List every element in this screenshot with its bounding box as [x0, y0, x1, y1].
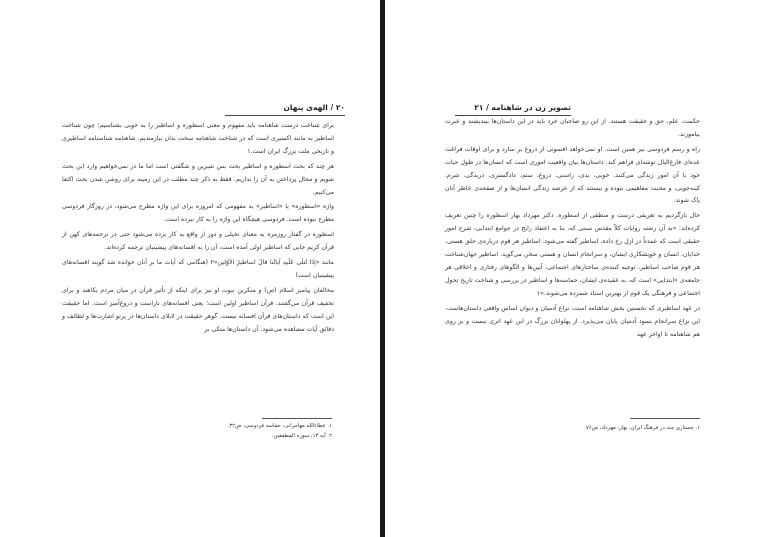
right-footnote: ۱. جستاری چند در فرهنگ ایران، بهار، مهرداد، ص۷۶.: [584, 425, 700, 431]
right-running-header: تصویر زن در شاهنامه / ۲۱: [455, 103, 571, 116]
left-paragraph: واژه «اسطوره» یا «اساطیر» به مفهومی که امروزه برای این واژه مطرح می‌شود، در روزگار فردوسی مطرح نبوده است. فردوسی هیچگاه این واژه را به کار نبرده است.: [62, 203, 334, 224]
left-footnote: ۱. عطاءالله مهاجرانی، حماسه فردوسی، ص۳۲.: [227, 423, 332, 429]
right-body-text: [445, 116, 700, 341]
left-paragraph: مخالفان پیامبر اسلام (ص) و منکرین نبوت او نیز برای اینکه از تأثیر قرآن در میان مردم بکاهند و برای تخفیف قرآن می‌گفتند، قرآن اساطیر اولین است؛ یعنی افسانه‌های ناراست و دروغ‌آمیز است. اما حقیقت این است که داستان‌های قرآن افسانه نیست. گوهر حقیقت در لابلای داستان‌ها در پرتو اشارت‌ها و لطائف و دقائق آیات مشاهده می‌شود. آن داستان‌ها متکی بر: [62, 286, 334, 333]
left-paragraph: اسطوره در گفتار روزمره به معنای تخیلی و دور از واقع به کار برده می‌شود حتی در ترجمه‌های کهن از قرآن کریم جایی که اساطیر اولی آمده است، آن را به افسانه‌های پیشینیان ترجمه کرده‌اند.: [62, 231, 334, 252]
left-footnote-divider: [262, 418, 332, 419]
left-paragraph: برای شناخت درست شاهنامه باید مفهوم و معنی اسطوره و اساطیر را به خوبی بشناسیم؛ چون شناخت اساطیر به مانند اکسیری است که در شناخت شاهنامه سخت بدان نیازمندیم. شاهنامه شناسنامه اساطیری و تاریخی ملت بزرگ ایران است.۱: [62, 122, 334, 155]
right-page: [385, 0, 768, 537]
left-footnotes: [180, 421, 332, 441]
left-running-header: ۲۰ / الهه‌ی پنهان: [225, 103, 345, 116]
right-paragraph: حکمت، علم، حق و حقیقت هستند. از این رو صاحبان خرد باید در این داستان‌ها بیندیشند و عبرت بیاموزند.: [445, 118, 700, 138]
right-paragraph: راه و رسم فردوسی نیز همین است. او نمی‌خواهد افسونی از دروغ بر سازد و برای اوقات فراغت عده‌ای فارغ‌البال توشه‌ای فراهم کند. داستان‌ها بیان واقعیت اموری است که انسان‌ها در طول حیات خود با آن امور زندگی می‌کنند. خوبی، بدی، راستی، دروغ، ستم، دادگستری، دریدگی، شرم، کینه‌جویی، و محبت مفاهیمی نبوده و نیستند که از عرصه زندگی انسان‌ها و از صفحه‌ی خاطر آنان پاک شوند.: [445, 145, 700, 205]
right-footnote-divider: [630, 418, 700, 419]
left-body-text: [62, 120, 334, 337]
right-footnotes: [525, 423, 700, 433]
left-footnote: ۲. آیه ۱۳، سوره المطففین.: [271, 433, 332, 439]
left-paragraph: هر چند که بحث اسطوره و اساطیر بحث بس شیرین و شگفتی است اما ما در نمی‌خواهیم وارد این بحث شویم و مجال پرداختن به آن را نداریم. فقط به ذکر چند مطلب در این زمینه برای روشن شدن بحث اکتفا می‌کنیم.: [62, 162, 334, 196]
right-paragraph: در عهد اساطیری که نخستین بخش شاهنامه است، نزاع آدمیان و دیوان اساس واقعی داستان‌هاست. این نزاع سرانجام بسود آدمیان پایان می‌پذیرد. از پهلوانان بزرگ در این عهد اثری نیست و بر روی هم شاهنامه تا اواخر عهد: [445, 304, 700, 338]
left-page: [0, 0, 381, 537]
right-paragraph: حال بازگردیم به تعریفی درست و منطقی از اسطوره. دکتر مهرداد بهار اسطوره را چنین تعریف کرده‌اند: «به آن رشته روایات کلاً مقدس سنتی که، بنا به اعتقاد رایج در جوامع ابتدایی، شرح امور حقیقی است که عمدتاً در ازل رخ داده، اساطیر گفته می‌شود. اساطیر هر قوم درباره‌ی خلق هستی، خدایان، انسان و خویشکاری ایشان، و سرانجام انسان و هستی سخن می‌گوید. اساطیر جهان‌شناخت هر قوم صاحب اساطیر، توجیه کننده‌ی ساختارهای اجتماعی، آیین‌ها و الگوهای رفتاری و اخلاقی هر جامعه‌ی «ابتدایی» است که، به عقیده‌ی ایشان، حماسه‌ها و اساطیر در بررسی و شناخت تاریخ تحول اجتماعی و فرهنگی یک قوم از بهترین اسناد شمرده می‌شوند.»۱: [445, 212, 700, 297]
left-paragraph: مانند «اِذَا تُتلَی عَلَیهِ آیاتُنا قالَ اساطیرُ الاَوّلین»۲ (هنگامی که آیات ما بر آنان خوانده شد گویند افسانه‌های پیشینیان است): [62, 259, 334, 279]
